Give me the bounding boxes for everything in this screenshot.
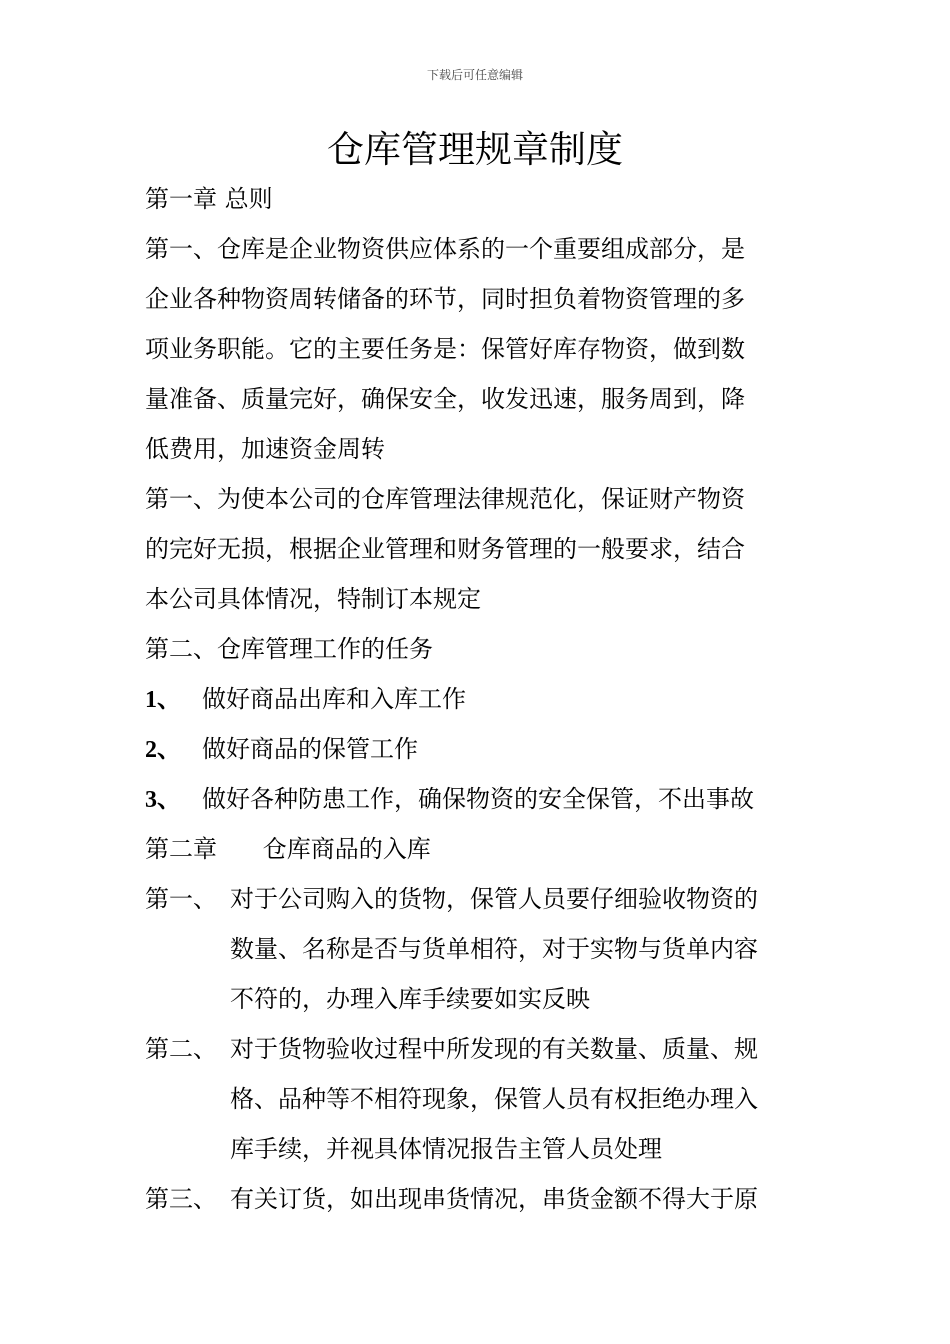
- article-label: 第二、: [145, 1035, 217, 1063]
- article-text: [230, 874, 810, 1024]
- task-list: [145, 674, 810, 824]
- paragraph-line: 第一、为使本公司的仓库管理法律规范化，保证财产物资: [145, 485, 745, 513]
- article-label: 第一、: [145, 885, 217, 913]
- list-item-text: 做好商品出库和入库工作: [202, 685, 466, 713]
- paragraph-line: 项业务职能。它的主要任务是：保管好库存物资，做到数: [145, 335, 745, 363]
- article-line: 不符的，办理入库手续要如实反映: [230, 985, 590, 1013]
- list-item-number: 2、: [145, 737, 181, 763]
- paragraph-1: [145, 224, 810, 474]
- article-line: 格、品种等不相符现象，保管人员有权拒绝办理入: [230, 1085, 758, 1113]
- article-2: [145, 1024, 810, 1174]
- page-header-note: 下载后可任意编辑: [426, 68, 523, 82]
- article-line: 对于公司购入的货物，保管人员要仔细验收物资的: [230, 885, 758, 913]
- list-item-text: 做好各种防患工作，确保物资的安全保管，不出事故: [202, 785, 754, 813]
- chapter-2-heading: 第二章 仓库商品的入库: [145, 835, 431, 863]
- list-item: [145, 724, 810, 774]
- article-1: [145, 874, 810, 1024]
- paragraph-line: 低费用，加速资金周转: [145, 435, 385, 463]
- paragraph-3: 第二、仓库管理工作的任务: [145, 635, 433, 663]
- article-line: 有关订货，如出现串货情况，串货金额不得大于原: [230, 1185, 758, 1213]
- article-3: [145, 1174, 810, 1224]
- article-label: 第三、: [145, 1185, 217, 1213]
- article-text: [230, 1024, 810, 1174]
- list-item-number: 1、: [145, 687, 181, 713]
- article-text: [230, 1174, 810, 1224]
- document-body: [145, 174, 810, 1224]
- article-line: 数量、名称是否与货单相符，对于实物与货单内容: [230, 935, 758, 963]
- paragraph-line: 第一、仓库是企业物资供应体系的一个重要组成部分，是: [145, 235, 745, 263]
- paragraph-line: 量准备、质量完好，确保安全，收发迅速，服务周到，降: [145, 385, 745, 413]
- article-line: 对于货物验收过程中所发现的有关数量、质量、规: [230, 1035, 758, 1063]
- paragraph-line: 本公司具体情况，特制订本规定: [145, 585, 481, 613]
- list-item-text: 做好商品的保管工作: [202, 735, 418, 763]
- list-item-number: 3、: [145, 787, 181, 813]
- chapter-1-heading: 第一章 总则: [145, 185, 273, 213]
- paragraph-2: [145, 474, 810, 624]
- article-line: 库手续，并视具体情况报告主管人员处理: [230, 1135, 662, 1163]
- paragraph-line: 的完好无损，根据企业管理和财务管理的一般要求，结合: [145, 535, 745, 563]
- list-item: [145, 774, 810, 824]
- document-title: 仓库管理规章制度: [327, 128, 623, 171]
- paragraph-line: 企业各种物资周转储备的环节，同时担负着物资管理的多: [145, 285, 745, 313]
- list-item: [145, 674, 810, 724]
